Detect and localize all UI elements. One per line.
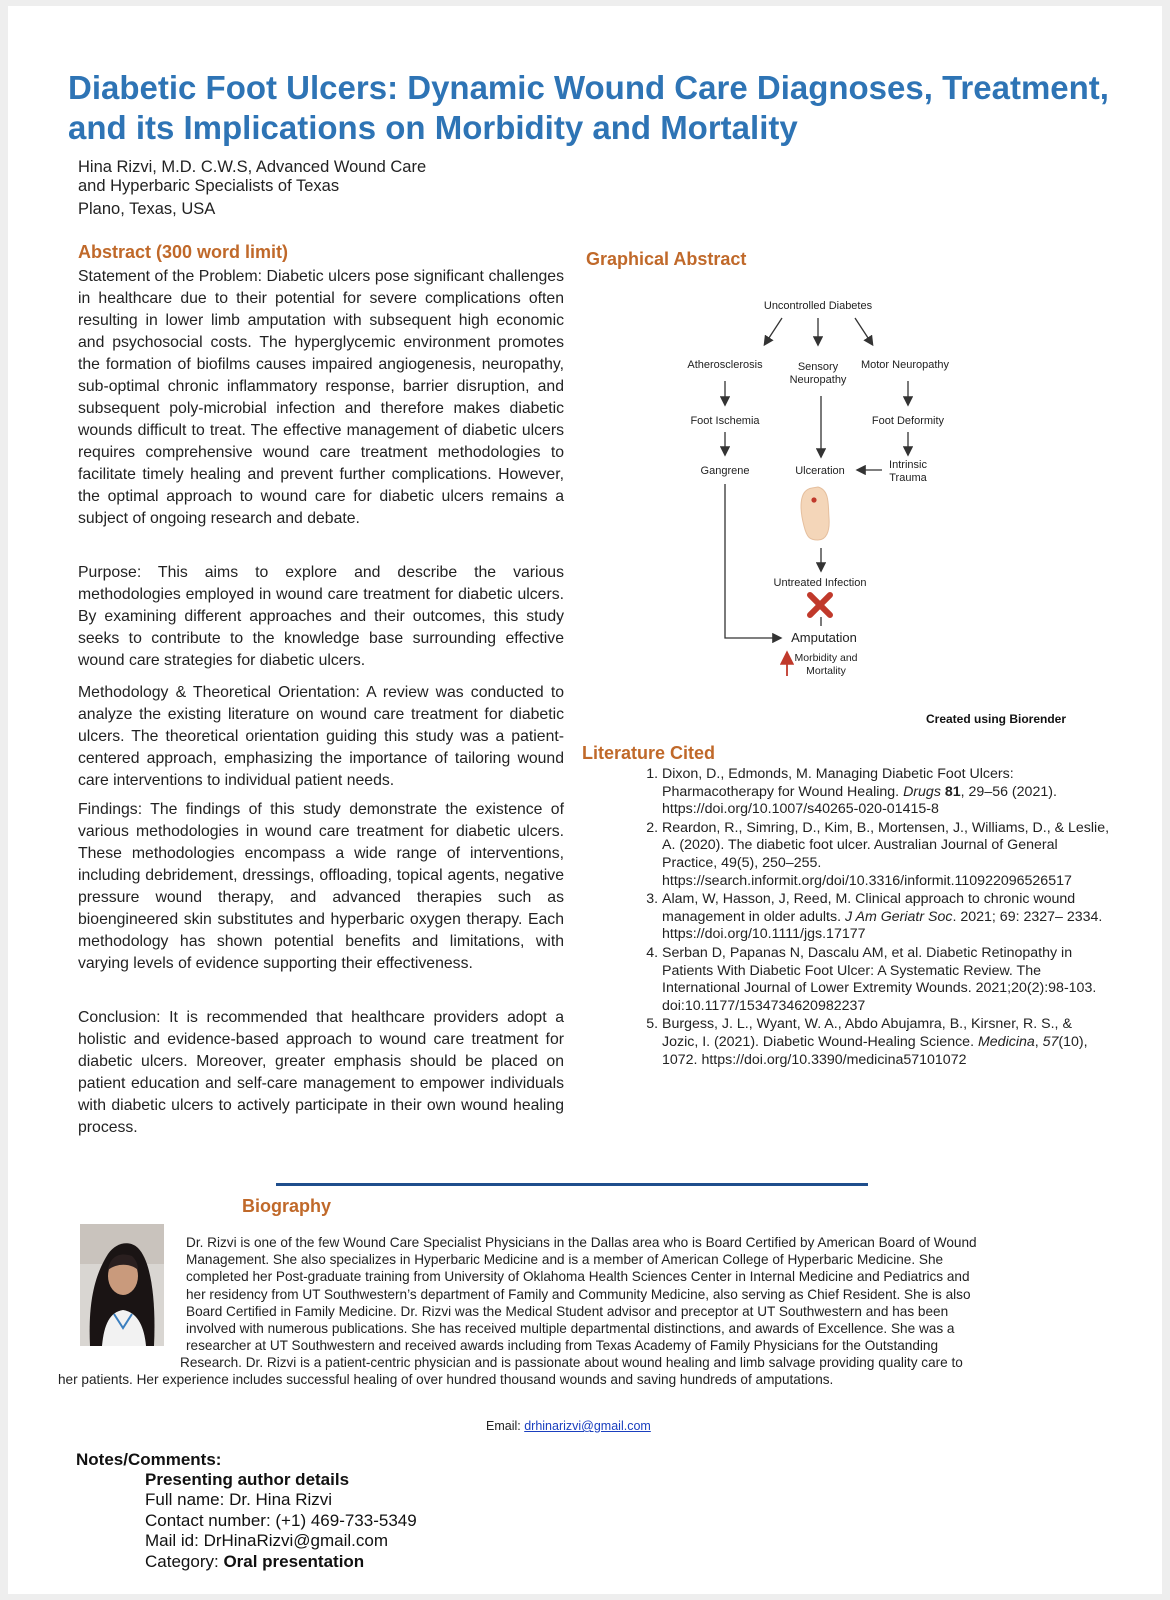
author-location: Plano, Texas, USA: [78, 200, 216, 218]
node-intrinsic-line2: Trauma: [889, 472, 927, 484]
abstract-findings: Findings: The findings of this study demonstrate the existence of various methodologies in wound care treatment for diabetic ulcers. These methodologies encompass a wide range of interventions, including debridement, dressings, offloading, topical agents, negative pressure wound therapy, and advanced therapies such as bioengineered skin substitutes and hyperbaric oxygen therapy. Each methodology has shown potential benefits and limitations, with varying levels of evidence supporting their effectiveness.: [78, 801, 564, 972]
reference-item: 5. Burgess, J. L., Wyant, W. A., Abdo Abujamra, B., Kirsner, R. S., & Jozic, I. (2021). Diabetic Wound-Healing Science. Medicina, 57(10), 1072. https://doi.org/10.3390/medicina57101072: [662, 1016, 1112, 1069]
author-line-1: Hina Rizvi, M.D. C.W.S, Advanced Wound Care: [78, 158, 427, 176]
email-line: [486, 1419, 651, 1433]
notes-heading: Notes/Comments:: [76, 1450, 222, 1469]
notes-subheading: Presenting author details: [145, 1470, 350, 1489]
graphical-abstract-heading: Graphical Abstract: [586, 249, 747, 269]
node-gangrene: Gangrene: [700, 465, 750, 477]
presenting-author-details: [145, 1470, 417, 1572]
arrow-gangrene-to-amputation: [725, 484, 780, 638]
literature-heading: Literature Cited: [582, 743, 716, 763]
reference-item: 4. Serban D, Papanas N, Dascalu AM, et al. Diabetic Retinopathy in Patients With Diabetic Foot Ulcer: A Systematic Review. The International Journal of Lower Extremity Wounds. 2021;20(2):98-103. doi:10.1177/1534734620982237: [662, 945, 1112, 1015]
node-sensory-line2: Neuropathy: [789, 374, 847, 386]
reference-list: [642, 766, 1112, 1070]
notes-mail: Mail id: DrHinaRizvi@gmail.com: [145, 1531, 389, 1551]
node-intrinsic-line1: Intrinsic: [889, 459, 927, 471]
node-untreated-infection: Untreated Infection: [773, 577, 867, 589]
biography-line-9: her patients. Her experience includes successful healing of over hundred thousand wounds and saving hundreds of amputations.: [58, 1372, 834, 1387]
biography-text: Dr. Rizvi is one of the few Wound Care Specialist Physicians in the Dallas area who is Board Certified by American Board of Wound Management. She also specializes in Hyperbaric Medicine and is a member of American College of Hyperbaric Medicine. She completed her Post-graduate training from University of Oklahoma Health Sciences Center in Internal Medicine and Pediatrics and her residency from UT Southwestern’s department of Family and Community Medicine, also serving as Chief Resident. She is also Board Certified in Family Medicine. Dr. Rizvi was the Medical Student advisor and preceptor at UT Southwestern and has been involved with numerous publications. She has received multiple departmental distinctions, and awards of Excellence. She was a researcher at UT Southwestern and received awards including from Texas Academy of Family Physicians for the Outstanding: [186, 1235, 977, 1354]
author-affiliation: [78, 158, 426, 196]
node-motor-neuropathy: Motor Neuropathy: [860, 359, 950, 371]
poster-page: [8, 6, 1162, 1594]
notes-contact: Contact number: (+1) 469-733-5349: [145, 1510, 417, 1530]
reference-item: 1. Dixon, D., Edmonds, M. Managing Diabetic Foot Ulcers: Pharmacotherapy for Wound Healing. Drugs 81, 29–56 (2021). https://doi.org/10.1007/s40265-020-01415-8: [662, 766, 1112, 819]
cross-icon: [810, 595, 830, 615]
node-morbidity-line2: Mortality: [806, 665, 846, 677]
biography-line-8: Research. Dr. Rizvi is a patient-centric physician and is passionate about wound healing and limb salvage providing quality care to: [180, 1355, 963, 1370]
email-link[interactable]: drhinarizvi@gmail.com: [524, 1419, 651, 1433]
node-ulceration: Ulceration: [795, 465, 845, 477]
reference-item: 3. Alam, W, Hasson, J, Reed, M. Clinical approach to chronic wound management in older adults. J Am Geriatr Soc. 2021; 69: 2327– 2334. https://doi.org/10.1111/jgs.17177: [662, 891, 1112, 944]
abstract-heading: Abstract (300 word limit): [78, 242, 289, 262]
abstract-methodology: Methodology & Theoretical Orientation: A review was conducted to analyze the existing literature on wound care treatment for diabetic ulcers. The theoretical orientation guiding this study was a patient-centered approach, emphasizing the importance of tailoring wound care interventions to individual patient needs.: [78, 684, 564, 789]
node-sensory-line1: Sensory: [797, 361, 839, 373]
notes-full-name: Full name: Dr. Hina Rizvi: [145, 1490, 333, 1510]
abstract-problem: Statement of the Problem: Diabetic ulcers pose significant challenges in healthcare due to their potential for severe complications often resulting in lower limb amputation with subsequent high economic and psychosocial costs. The hyperglycemic environment promotes the formation of biofilms causes impaired angiogenesis, neuropathy, sub-optimal chronic inflammatory response, barrier disruption, and subsequent poly-microbial infection and therefore makes diabetic wounds difficult to treat. The effective management of diabetic ulcers requires comprehensive wound care treatment methodologies to facilitate timely healing and prevent further complications. However, the optimal approach to wound care for diabetic ulcers remains a subject of ongoing research and debate.: [78, 268, 564, 527]
author-line-2: and Hyperbaric Specialists of Texas: [78, 177, 340, 195]
node-foot-deformity: Foot Deformity: [871, 415, 945, 427]
poster-title: Diabetic Foot Ulcers: Dynamic Wound Care Diagnoses, Treatment, and its Implications on Morbidity and Mortality: [68, 69, 1109, 146]
node-atherosclerosis: Atherosclerosis: [687, 359, 763, 371]
email-label: Email:: [486, 1419, 525, 1433]
abstract-purpose: Purpose: This aims to explore and describe the various methodologies employed in wound care treatment for diabetic ulcers. By examining different approaches and their outcomes, this study seeks to contribute to the knowledge base surrounding effective wound care strategies for diabetic ulcers.: [78, 564, 564, 669]
foot-icon: [801, 487, 829, 540]
node-uncontrolled-diabetes: Uncontrolled Diabetes: [763, 300, 873, 312]
arrow-to-motor: [855, 318, 872, 344]
node-foot-ischemia: Foot Ischemia: [690, 415, 760, 427]
node-amputation: Amputation: [791, 630, 857, 645]
reference-item: 2. Reardon, R., Simring, D., Kim, B., Mortensen, J., Williams, D., & Leslie, A. (2020). The diabetic foot ulcer. Australian Journal of General Practice, 49(5), 250–255. https://search.informit.org/doi/10.3316/informit.110922096526517: [662, 820, 1112, 890]
abstract-conclusion: Conclusion: It is recommended that healthcare providers adopt a holistic and evidence-based approach to wound care treatment for diabetic ulcers. Moreover, greater emphasis should be placed on patient education and self-care management to empower individuals with diabetic ulcers to actively participate in their own wound healing process.: [78, 1009, 564, 1136]
arrow-to-atherosclerosis: [765, 318, 782, 344]
section-divider: [276, 1183, 868, 1186]
biography-heading: Biography: [242, 1196, 332, 1216]
graphical-abstract-diagram: [670, 286, 970, 706]
biorender-credit: Created using Biorender: [926, 712, 1067, 726]
author-photo: [80, 1224, 164, 1346]
notes-category: Category: Oral presentation: [145, 1551, 365, 1571]
node-morbidity-line1: Morbidity and: [794, 652, 858, 664]
